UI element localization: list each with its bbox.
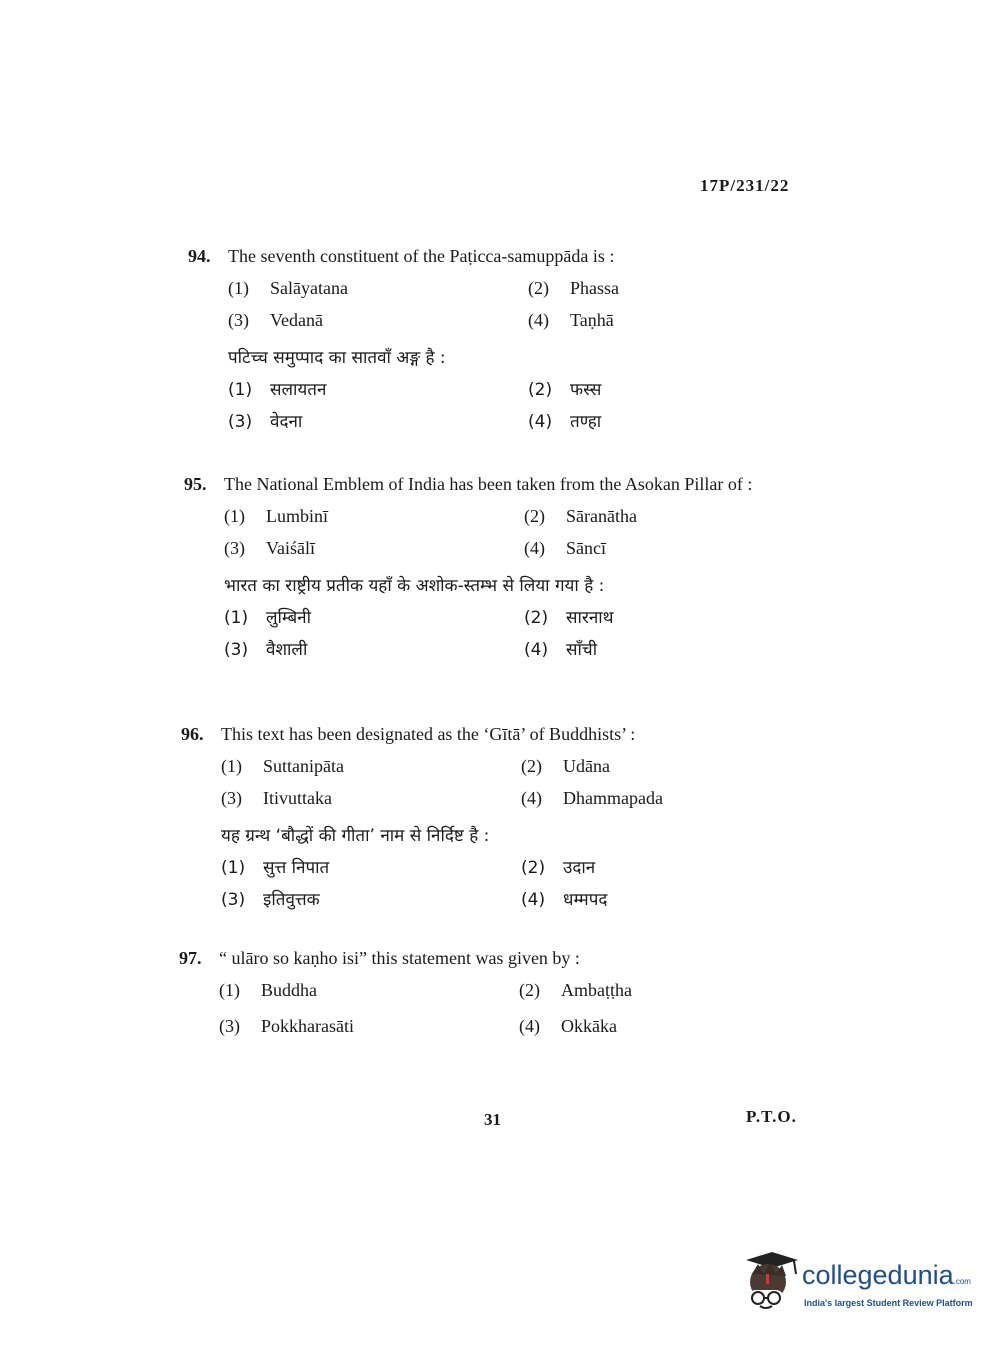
option: (2) Udāna xyxy=(521,756,610,776)
option: (1) सुत्त निपात xyxy=(221,858,330,878)
question-number: 94. xyxy=(188,246,211,266)
options-hindi xyxy=(228,378,828,434)
option: (3) वेदना xyxy=(228,412,303,432)
option: (3) वैशाली xyxy=(224,640,308,660)
question-95 xyxy=(184,472,824,662)
pto-label: P.T.O. xyxy=(746,1107,797,1126)
question-97 xyxy=(179,946,819,1038)
option: (4) Taṇhā xyxy=(528,310,614,330)
option: (3) Pokkharasāti xyxy=(219,1016,354,1036)
option: (4) Okkāka xyxy=(519,1016,617,1036)
logo-wordmark: collegedunia.com xyxy=(802,1260,971,1290)
option: (1) Lumbinī xyxy=(224,506,328,526)
question-number: 95. xyxy=(184,474,207,494)
options-english xyxy=(219,978,819,1038)
question-text-hindi: भारत का राष्ट्रीय प्रतीक यहाँ के अशोक-स्तम्भ से लिया गया है : xyxy=(224,576,605,596)
mascot-icon xyxy=(742,1250,800,1314)
question-text-hindi: पटिच्च समुप्पाद का सातवाँ अङ्ग है : xyxy=(228,348,446,368)
option: (2) उदान xyxy=(521,858,596,878)
question-text: This text has been designated as the ‘Gītā’ of Buddhists’ : xyxy=(221,724,636,744)
option: (2) Phassa xyxy=(528,278,619,298)
option: (2) सारनाथ xyxy=(524,608,614,628)
option: (2) फस्स xyxy=(528,380,602,400)
question-text: The seventh constituent of the Paṭicca-samuppāda is : xyxy=(228,246,615,266)
option: (4) तण्हा xyxy=(528,412,602,432)
collegedunia-logo xyxy=(742,1250,972,1320)
option: (4) साँची xyxy=(524,640,598,660)
option: (1) Salāyatana xyxy=(228,278,348,298)
option: (2) Ambaṭṭha xyxy=(519,980,632,1000)
option: (1) लुम्बिनी xyxy=(224,608,311,628)
options-hindi xyxy=(224,606,824,662)
option: (3) इतिवुत्तक xyxy=(221,890,320,910)
option: (1) Suttanipāta xyxy=(221,756,344,776)
option: (1) सलायतन xyxy=(228,380,327,400)
options-english xyxy=(224,504,824,560)
page-number: 31 xyxy=(484,1110,501,1129)
options-english xyxy=(221,754,821,810)
question-number: 97. xyxy=(179,948,202,968)
option: (3) Vedanā xyxy=(228,310,323,330)
question-text: “ ulāro so kaṇho isi” this statement was given by : xyxy=(219,948,580,968)
paper-code: 17P/231/22 xyxy=(700,176,790,195)
option: (4) धम्मपद xyxy=(521,890,608,910)
question-94 xyxy=(188,244,828,434)
option: (3) Itivuttaka xyxy=(221,788,332,808)
options-hindi xyxy=(221,856,821,912)
option: (4) Sāncī xyxy=(524,538,606,558)
options-english xyxy=(228,276,828,332)
option: (3) Vaiśālī xyxy=(224,538,315,558)
option: (2) Sāranātha xyxy=(524,506,637,526)
question-96 xyxy=(181,722,821,912)
option: (4) Dhammapada xyxy=(521,788,663,808)
logo-tagline: India's largest Student Review Platform xyxy=(804,1298,973,1308)
option: (1) Buddha xyxy=(219,980,317,1000)
question-text-hindi: यह ग्रन्थ ‘बौद्धों की गीता’ नाम से निर्दिष्ट है : xyxy=(221,826,490,846)
question-text: The National Emblem of India has been taken from the Asokan Pillar of : xyxy=(224,474,753,494)
question-number: 96. xyxy=(181,724,204,744)
